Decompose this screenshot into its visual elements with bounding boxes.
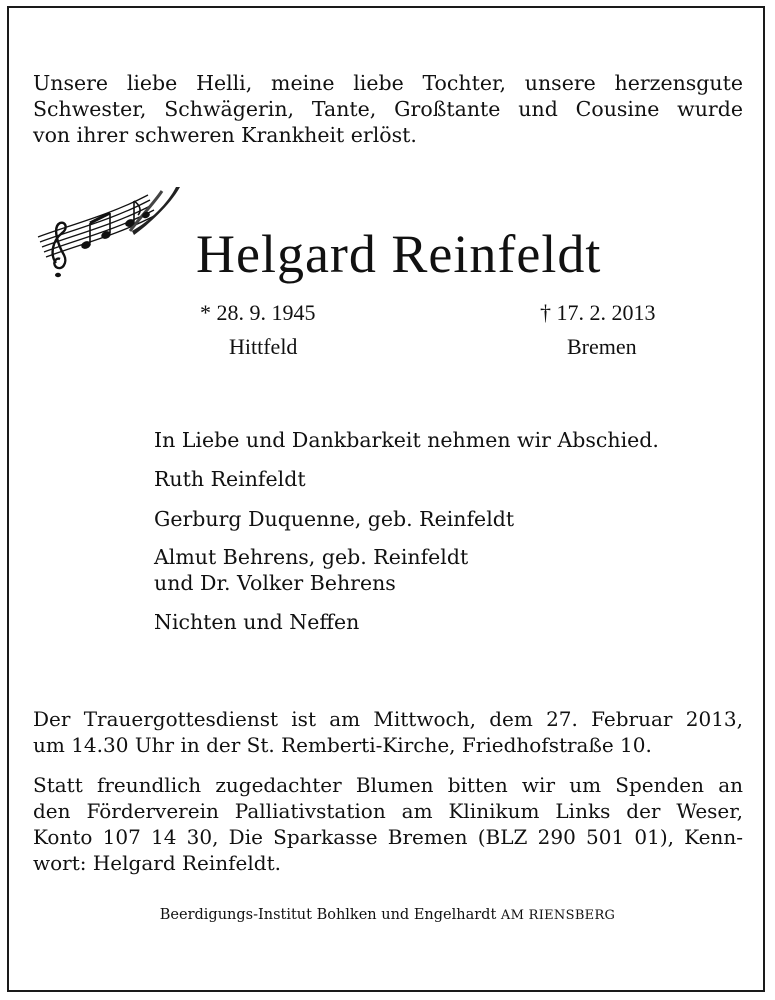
service-line: Der Trauergottesdienst ist am Mittwoch, dem 27. Februar 2013, — [33, 707, 743, 731]
service-info — [33, 706, 743, 758]
funeral-home-name: Beerdigungs-Institut Bohlken und Engelhardt — [159, 907, 497, 923]
intro-line: Schwester, Schwägerin, Tante, Großtante und Cousine wurde — [33, 97, 743, 121]
deceased-name: Helgard Reinfeldt — [196, 224, 602, 284]
donation-line: Statt freundlich zugedachter Blumen bitten wir um Spenden an — [33, 773, 743, 797]
service-line: um 14.30 Uhr in der St. Remberti-Kirche, Friedhofstraße 10. — [33, 733, 652, 757]
donation-line: wort: Helgard Reinfeldt. — [33, 851, 281, 875]
mourner-name: Nichten und Neffen — [154, 610, 360, 634]
farewell-statement: In Liebe und Dankbarkeit nehmen wir Abschied. — [154, 428, 659, 452]
donation-line: den Förderverein Palliativstation am Klinikum Links der Weser, — [33, 799, 743, 823]
mourner-name: Gerburg Duquenne, geb. Reinfeldt — [154, 507, 515, 531]
donation-info — [33, 772, 743, 876]
intro-line: von ihrer schweren Krankheit erlöst. — [33, 123, 417, 147]
mourner-name: Almut Behrens, geb. Reinfeldt — [154, 545, 469, 569]
donation-line: Konto 107 14 30, Die Sparkasse Bremen (BLZ 290 501 01), Kenn- — [33, 825, 743, 849]
birth-place: Hittfeld — [229, 334, 298, 359]
funeral-home-location: AM RIENSBERG — [500, 908, 616, 923]
mourner-name: Ruth Reinfeldt — [154, 467, 306, 491]
intro-line: Unsere liebe Helli, meine liebe Tochter, unsere herzensgute — [33, 71, 743, 95]
birth-date: * 28. 9. 1945 — [200, 300, 316, 325]
intro-text — [33, 70, 743, 148]
death-date: † 17. 2. 2013 — [540, 300, 656, 325]
funeral-home — [0, 906, 775, 925]
mourner-name: und Dr. Volker Behrens — [154, 571, 396, 595]
music-notes-icon — [30, 185, 180, 285]
death-place: Bremen — [567, 334, 637, 359]
